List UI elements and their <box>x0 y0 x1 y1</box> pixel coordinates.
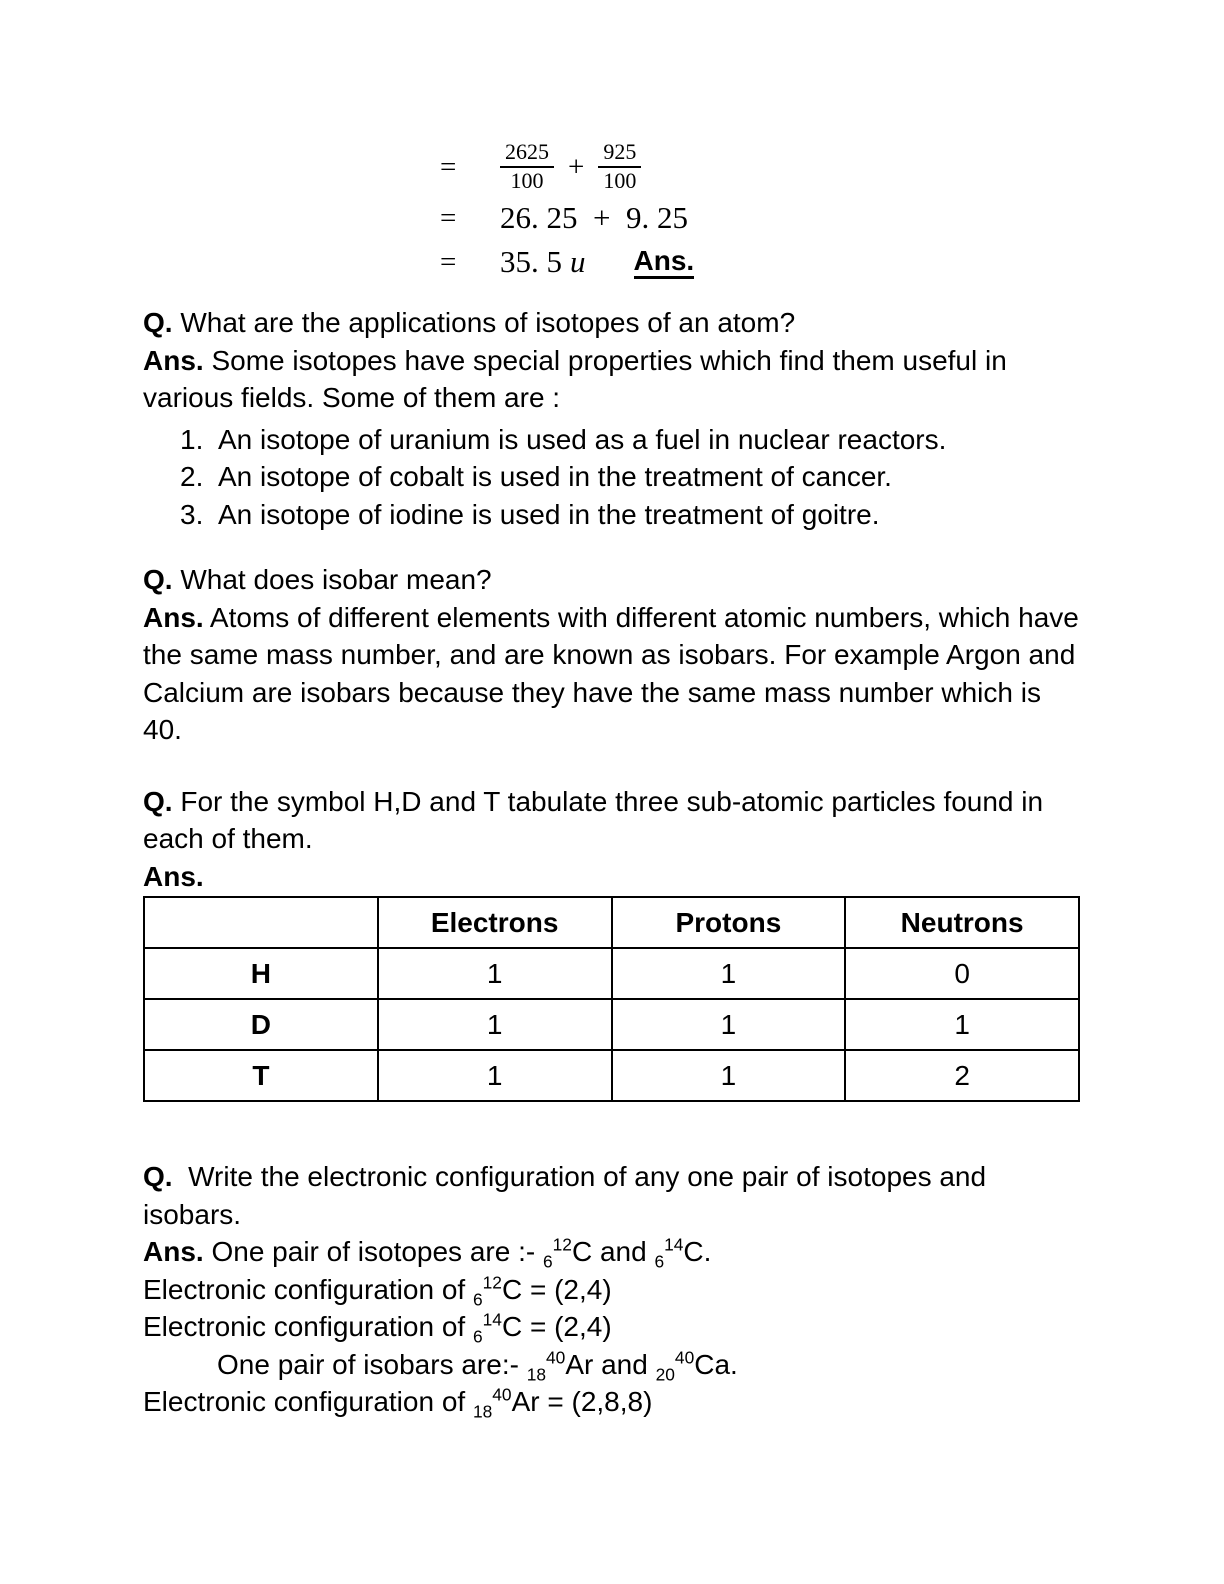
table-row <box>144 1050 1079 1101</box>
math-line-fractions <box>440 138 1080 196</box>
math-work <box>440 138 1080 284</box>
list-item-number: 3. <box>180 498 204 530</box>
config-c12-line: Electronic configuration of $_6^{12}$C = (2,4) <box>143 1272 612 1310</box>
particles-table <box>143 896 1080 1102</box>
table-cell: 0 <box>845 948 1079 999</box>
fraction-numerator: 925 <box>598 140 641 168</box>
answer-prefix: Ans. <box>143 601 204 633</box>
table-cell: 2 <box>845 1050 1079 1101</box>
table-cell: 1 <box>378 999 612 1050</box>
question-text: Q. What are the applications of isotopes of an atom? <box>143 307 796 338</box>
table-row <box>144 999 1079 1050</box>
answer-text: Ans. Some isotopes have special properties which find them useful in various fields. Some of them are : <box>143 344 1015 413</box>
table-cell: 1 <box>612 1050 846 1101</box>
result-value: 35. 5 <box>500 244 562 279</box>
math-line-decimal-sum <box>440 196 1080 240</box>
decimal-sum-text: 26. 25 + 9. 25 <box>500 200 688 235</box>
list-item-number: 1. <box>180 423 204 455</box>
question-prefix: Q. <box>143 307 173 338</box>
list-item-text: An isotope of cobalt is used in the treatment of cancer. <box>218 461 892 492</box>
answer-isotopes-line: Ans. One pair of isotopes are :- $_6^{12}$C and $_6^{14}$C. <box>143 1234 712 1272</box>
fraction-numerator: 2625 <box>500 140 554 168</box>
question-text: Q. Write the electronic configuration of any one pair of isotopes and isobars. <box>143 1161 994 1230</box>
equals-sign: = <box>440 245 457 278</box>
list-item <box>180 421 1080 459</box>
question-prefix: Q. <box>143 564 173 595</box>
list-item-number: 2. <box>180 461 204 492</box>
table-header-cell-neutrons: Neutrons <box>845 897 1079 948</box>
question-text: Q. What does isobar mean? <box>143 564 492 595</box>
row-label-h: H <box>144 948 378 999</box>
question-text: Q. For the symbol H,D and T tabulate three sub-atomic particles found in each of them. <box>143 785 1051 854</box>
fraction-925-100 <box>598 140 641 193</box>
question-block-isobar <box>143 561 1087 749</box>
table-cell: 1 <box>612 948 846 999</box>
table-cell: 1 <box>378 948 612 999</box>
question-prefix: Q. <box>143 1161 173 1192</box>
question-prefix: Q. <box>143 785 173 817</box>
list-item <box>180 496 1080 534</box>
config-c14-line: Electronic configuration of $_6^{14}$C = (2,4) <box>143 1309 612 1347</box>
table-header-cell-protons: Protons <box>612 897 846 948</box>
row-label-d: D <box>144 999 378 1050</box>
question-block-hdt <box>143 783 1080 1103</box>
config-ar-line: Electronic configuration of $_{18}^{40}$Ar = (2,8,8) <box>143 1384 653 1422</box>
table-header-cell-empty <box>144 897 378 948</box>
applications-list <box>143 421 1080 534</box>
list-item <box>180 458 1080 496</box>
document-content <box>143 0 1087 1422</box>
table-cell: 1 <box>378 1050 612 1101</box>
table-header-cell-electrons: Electrons <box>378 897 612 948</box>
math-line-result <box>440 240 1080 284</box>
equals-sign: = <box>440 150 457 183</box>
answer-label: Ans. <box>634 246 695 279</box>
isobars-pair-line: One pair of isobars are:- $_{18}^{40}$Ar and $_{20}^{40}$Ca. <box>217 1347 738 1385</box>
fraction-denominator: 100 <box>603 168 637 193</box>
answer-prefix: Ans. <box>143 860 204 892</box>
table-header-row <box>144 897 1079 948</box>
list-item-text: An isotope of uranium is used as a fuel in nuclear reactors. <box>218 423 947 455</box>
plus-sign: + <box>568 150 585 183</box>
unit-u: u <box>570 244 586 279</box>
answer-text: Ans. Atoms of different elements with different atomic numbers, which have the same mass number, and are known as isobars. For example Argon and Calcium are isobars because they have the same mass number which is 40. <box>143 601 1087 745</box>
table-row <box>144 948 1079 999</box>
fraction-denominator: 100 <box>510 168 544 193</box>
table-cell: 1 <box>612 999 846 1050</box>
fraction-2625-100 <box>500 140 554 193</box>
table-cell: 1 <box>845 999 1079 1050</box>
question-block-applications <box>143 304 1080 533</box>
list-item-text: An isotope of iodine is used in the treatment of goitre. <box>218 498 880 530</box>
equals-sign: = <box>440 201 457 234</box>
answer-prefix: Ans. <box>143 344 204 376</box>
answer-text <box>143 858 1080 896</box>
row-label-t: T <box>144 1050 378 1101</box>
question-block-configurations <box>143 1158 1080 1421</box>
